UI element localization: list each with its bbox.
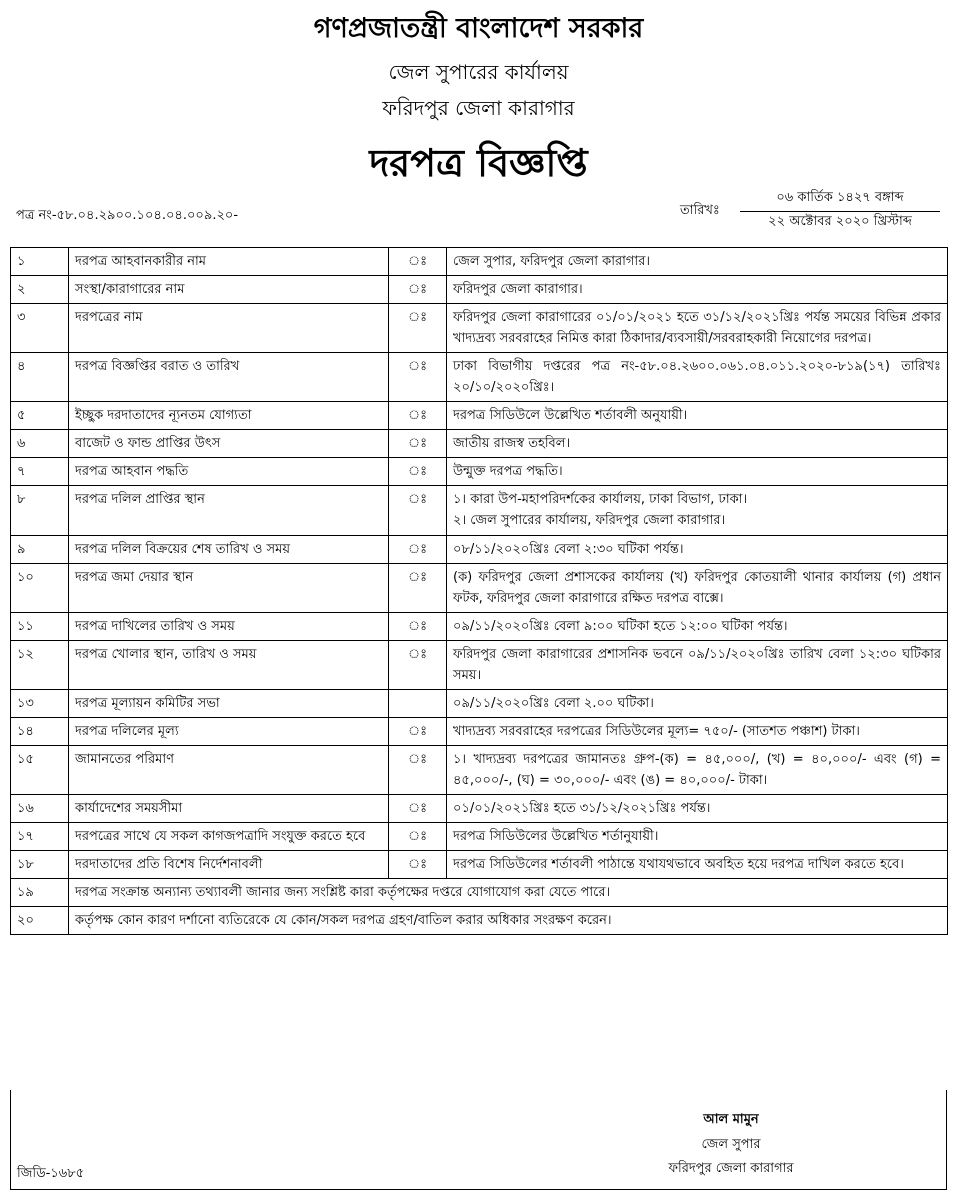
row-number: ৪ (11, 353, 69, 402)
signatory-office: ফরিদপুর জেলা কারাগার (668, 1161, 794, 1177)
table-body (11, 248, 948, 935)
row-number: ১১ (11, 612, 69, 640)
row-value-text: ০৮/১১/২০২০খ্রিঃ বেলা ২:৩০ ঘটিকা পর্যন্ত। (453, 541, 684, 557)
row-value (447, 745, 948, 794)
row-label: ইচ্ছুক দরদাতাদের ন্যূনতম যোগ্যতা (69, 402, 389, 430)
row-value-text: ০৯/১১/২০২০খ্রিঃ বেলা ২.০০ ঘটিকা। (453, 695, 654, 711)
row-value (447, 717, 948, 745)
row-colon: ঃ (389, 717, 447, 745)
row-colon: ঃ (389, 794, 447, 822)
row-colon: ঃ (389, 563, 447, 612)
row-label: দরপত্র আহবানকারীর নাম (69, 248, 389, 276)
row-value-text: ০১/০১/২০২১খ্রিঃ হতে ৩১/১২/২০২১খ্রিঃ পর্যন্ত। (453, 800, 711, 816)
row-colon: ঃ (389, 640, 447, 689)
row-colon: ঃ (389, 402, 447, 430)
row-number: ১৪ (11, 717, 69, 745)
date-english: ২২ অক্টোবর ২০২০ খ্রিস্টাব্দ (768, 214, 912, 229)
row-value (447, 353, 948, 402)
row-label: বাজেট ও ফান্ড প্রাপ্তির উৎস (69, 430, 389, 458)
row-colon: ঃ (389, 535, 447, 563)
office-heading: জেল সুপারের কার্যালয় (388, 60, 569, 84)
table-row (11, 402, 948, 430)
table-row (11, 823, 948, 851)
table-row (11, 717, 948, 745)
signatory-designation: জেল সুপার (701, 1136, 761, 1152)
memo-number: পত্র নং-৫৮.০৪.২৯০০.১০৪.০৪.০০৯.২০- (16, 208, 239, 223)
row-value (447, 851, 948, 879)
row-number: ২০ (11, 907, 69, 935)
row-value-text: ফরিদপুর জেলা কারাগার। (453, 282, 583, 298)
row-label: দরপত্র দলিল বিক্রয়ের শেষ তারিখ ও সময় (69, 535, 389, 563)
jail-heading: ফরিদপুর জেলা কারাগার (382, 96, 575, 120)
row-label: দরপত্রের নাম (69, 304, 389, 353)
row-colon: ঃ (389, 276, 447, 304)
row-value (447, 535, 948, 563)
row-value-text: (ক) ফরিদপুর জেলা প্রশাসকের কার্যালয় (খ) ফরিদপুর কোতয়ালী থানার কার্যালয় (গ) প্রধান ফটক, ফরিদপুর জেলা কারাগারে রক্ষিত দরপত্র বাক্সে। (453, 569, 941, 606)
row-colon: ঃ (389, 823, 447, 851)
row-number: ১৬ (11, 794, 69, 822)
signature-area (10, 1090, 947, 1190)
row-number: ১৩ (11, 689, 69, 717)
row-number: ১৭ (11, 823, 69, 851)
row-value-text: ০৯/১১/২০২০খ্রিঃ বেলা ৯:০০ ঘটিকা হতে ১২:০০ ঘটিকা পর্যন্ত। (453, 618, 788, 634)
table-row (11, 907, 948, 935)
row-value (447, 612, 948, 640)
row-colon: ঃ (389, 612, 447, 640)
row-colon (389, 689, 447, 717)
row-full-text: কর্তৃপক্ষ কোন কারণ দর্শানো ব্যতিরেকে যে কোন/সকল দরপত্র গ্রহণ/বাতিল করার অধিকার সংরক্ষণ করেন। (69, 907, 948, 935)
row-label: দরপত্র জমা দেয়ার স্থান (69, 563, 389, 612)
table-row (11, 248, 948, 276)
row-value (447, 248, 948, 276)
row-number: ৯ (11, 535, 69, 563)
row-value-text-2: ২। জেল সুপারের কার্যালয়, ফরিদপুর জেলা কারাগার। (453, 513, 726, 529)
row-colon: ঃ (389, 851, 447, 879)
table-row (11, 353, 948, 402)
row-value (447, 486, 948, 535)
row-label: সংস্থা/কারাগারের নাম (69, 276, 389, 304)
row-value (447, 563, 948, 612)
row-label: দরপত্র মূল্যায়ন কমিটির সভা (69, 689, 389, 717)
table-row (11, 794, 948, 822)
row-value-text: দরপত্র সিডিউলে উল্লেখিত শর্তাবলী অনুযায়ী। (453, 408, 688, 424)
signatory-name: আল মামুন (703, 1112, 759, 1127)
notice-title: দরপত্র বিজ্ঞপ্তি (369, 141, 588, 185)
date-label: তারিখঃ (680, 203, 720, 218)
row-value-text: ১। কারা উপ-মহাপরিদর্শকের কার্যালয়, ঢাকা বিভাগ, ঢাকা। (453, 492, 748, 508)
table-row (11, 879, 948, 907)
table-row (11, 689, 948, 717)
row-label: কার্যাদেশের সময়সীমা (69, 794, 389, 822)
table-row (11, 304, 948, 353)
signature-block (631, 1108, 831, 1182)
table-row (11, 563, 948, 612)
row-full-text: দরপত্র সংক্রান্ত অন্যান্য তথ্যাবলী জানার জন্য সংশ্লিষ্ট কারা কর্তৃপক্ষের দপ্তরে যোগাযোগ করা যেতে পারে। (69, 879, 948, 907)
row-value-text: ফরিদপুর জেলা কারাগারের ০১/০১/২০২১ হতে ৩১/১২/২০২১খ্রিঃ পর্যন্ত সময়ের বিভিন্ন প্রকার খাদ্যদ্রব্য সরবরাহের নিমিত্ত কারা ঠিকাদার/ব্যবসায়ী/সরবরাহকারী নিয়োগের দরপত্র। (453, 310, 941, 347)
row-colon: ঃ (389, 304, 447, 353)
tender-details-table (10, 247, 948, 935)
table-row (11, 535, 948, 563)
table-row (11, 640, 948, 689)
row-value-text: দরপত্র সিডিউলের উল্লেখিত শর্তানুযায়ী। (453, 829, 659, 845)
row-number: ৭ (11, 458, 69, 486)
row-number: ১২ (11, 640, 69, 689)
row-number: ২ (11, 276, 69, 304)
row-colon: ঃ (389, 248, 447, 276)
row-label: জামানতের পরিমাণ (69, 745, 389, 794)
row-label: দরপত্র দাখিলের তারিখ ও সময় (69, 612, 389, 640)
row-label: দরপত্র খোলার স্থান, তারিখ ও সময় (69, 640, 389, 689)
table-row (11, 430, 948, 458)
row-label: দরপত্রের সাথে যে সকল কাগজপত্রাদি সংযুক্ত করতে হবে (69, 823, 389, 851)
row-label: দরপত্র বিজ্ঞপ্তির বরাত ও তারিখ (69, 353, 389, 402)
row-label: দরদাতাদের প্রতি বিশেষ নির্দেশনাবলী (69, 851, 389, 879)
row-colon: ঃ (389, 486, 447, 535)
row-value (447, 823, 948, 851)
row-value-text: ফরিদপুর জেলা কারাগারের প্রশাসনিক ভবনে ০৯/১১/২০২০খ্রিঃ তারিখ বেলা ১২:৩০ ঘটিকার সময়। (453, 646, 941, 683)
row-number: ৩ (11, 304, 69, 353)
row-value-text: খাদ্যদ্রব্য সরবরাহের দরপত্রের সিডিউলের মূল্য= ৭৫০/- (সাতশত পঞ্চাশ) টাকা। (453, 723, 860, 739)
row-value-text: জাতীয় রাজস্ব তহবিল। (453, 436, 571, 452)
gd-number: জিডি-১৬৮৫ (17, 1166, 85, 1181)
row-value (447, 402, 948, 430)
row-number: ৫ (11, 402, 69, 430)
table-row (11, 745, 948, 794)
row-number: ১ (11, 248, 69, 276)
government-heading: গণপ্রজাতন্ত্রী বাংলাদেশ সরকার (313, 13, 644, 44)
row-value-text: দরপত্র সিডিউলের শর্তাবলী পাঠান্তে যথাযথভাবে অবহিত হয়ে দরপত্র দাখিল করতে হবে। (453, 857, 904, 873)
row-value (447, 276, 948, 304)
table-row (11, 276, 948, 304)
row-label: দরপত্র দলিল প্রাপ্তির স্থান (69, 486, 389, 535)
row-value-text: উন্মুক্ত দরপত্র পদ্ধতি। (453, 464, 563, 480)
row-label: দরপত্র আহবান পদ্ধতি (69, 458, 389, 486)
row-value-text: ঢাকা বিভাগীয় দপ্তরের পত্র নং-৫৮.০৪.২৬০০.০৬১.০৪.০১১.২০২০-৮১৯(১৭) তারিখঃ ২০/১০/২০২০খ্রিঃ। (453, 359, 941, 396)
row-colon: ঃ (389, 353, 447, 402)
row-value-text: জেল সুপার, ফরিদপুর জেলা কারাগার। (453, 254, 650, 269)
row-colon: ঃ (389, 458, 447, 486)
row-number: ৬ (11, 430, 69, 458)
row-number: ১৯ (11, 879, 69, 907)
row-value-text: ১। খাদ্যদ্রব্য দরপত্রের জামানতঃ গ্রুপ-(ক) = ৪৫,০০০/, (খ) = ৪০,০০০/- এবং (গ) = ৪৫,০০০/-, (ঘ) = ৩০,০০০/- এবং (ঙ) = ৪০,০০০/- টাকা। (453, 751, 941, 788)
table-row (11, 458, 948, 486)
row-value (447, 689, 948, 717)
row-number: ১৮ (11, 851, 69, 879)
row-label: দরপত্র দলিলের মূল্য (69, 717, 389, 745)
date-bangla: ০৬ কার্তিক ১৪২৭ বঙ্গাব্দ (740, 188, 940, 212)
row-number: ৮ (11, 486, 69, 535)
row-value (447, 304, 948, 353)
row-colon: ঃ (389, 745, 447, 794)
row-number: ১৫ (11, 745, 69, 794)
row-value (447, 794, 948, 822)
row-value (447, 458, 948, 486)
table-row (11, 851, 948, 879)
row-colon: ঃ (389, 430, 447, 458)
row-value (447, 430, 948, 458)
table-row (11, 612, 948, 640)
table-row (11, 486, 948, 535)
row-number: ১০ (11, 563, 69, 612)
row-value (447, 640, 948, 689)
